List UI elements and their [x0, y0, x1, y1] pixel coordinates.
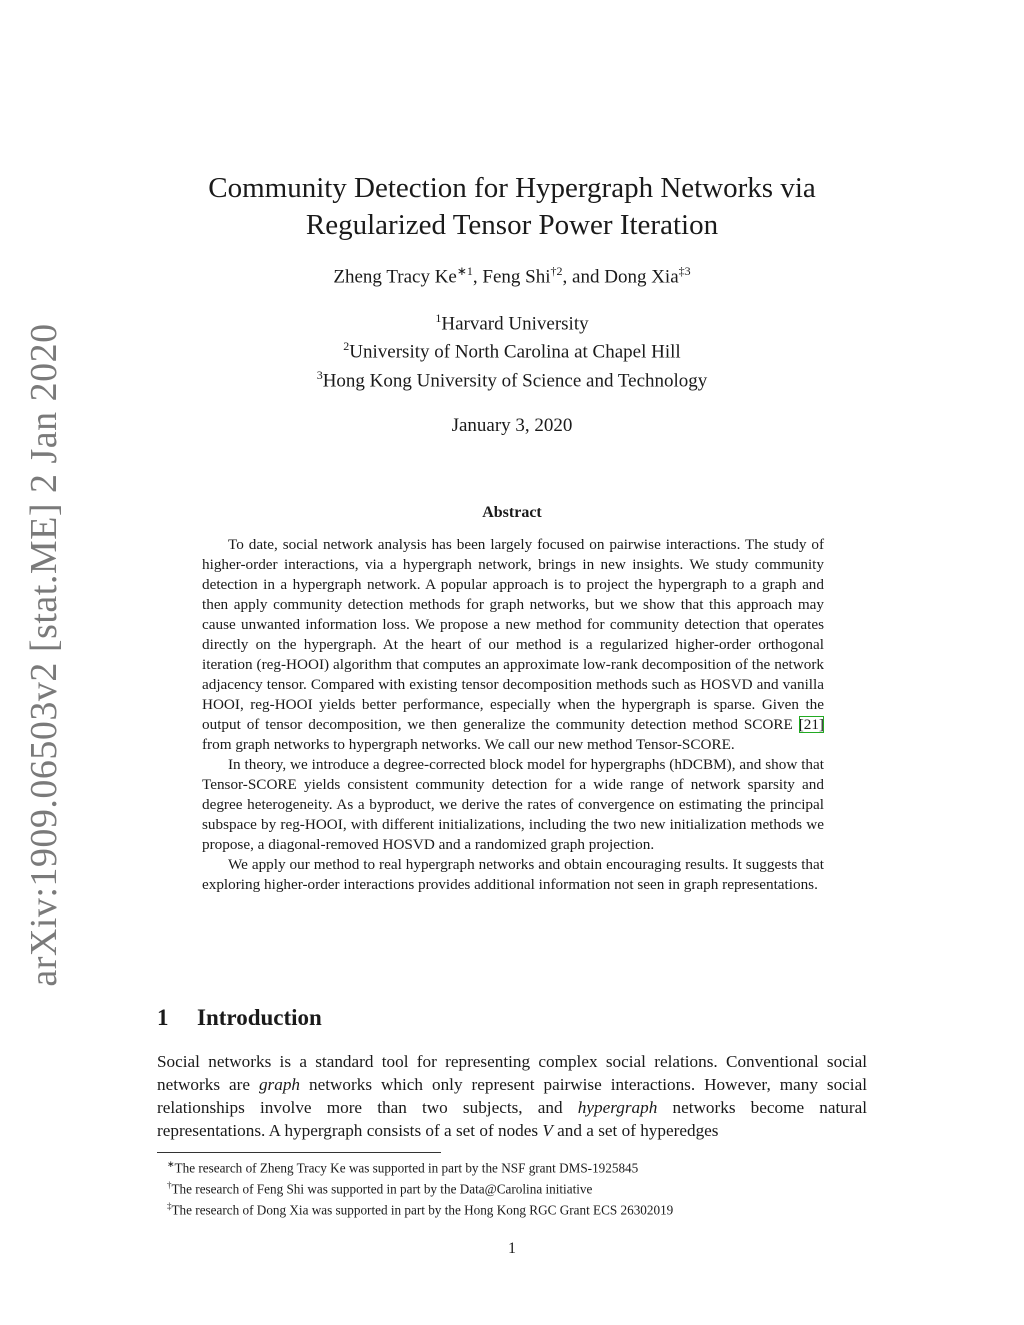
footnote	[157, 1156, 867, 1177]
intro-text: networks which only represent pairwise interactions. However, many social relationships involve more than two subjects, and	[157, 1075, 867, 1117]
abstract-paragraph: In theory, we introduce a degree-corrected block model for hypergraphs (hDCBM), and show that Tensor-SCORE yields consistent community detection for a wide range of network sparsity and degree heterogeneity. As a byproduct, we derive the rates of convergence on estimating the principal subspace by reg-HOOI, with different initializations, including the two new initialization methods we propose, a diagonal-removed HOSVD and a randomized graph projection.	[202, 756, 824, 853]
abstract-heading: Abstract	[482, 504, 542, 521]
author-list	[160, 264, 864, 288]
footnote-text: The research of Zheng Tracy Ke was supported in part by the NSF grant DMS-1925845	[174, 1160, 639, 1176]
footnote-text: The research of Feng Shi was supported in part by the Data@Carolina initiative	[171, 1181, 593, 1197]
intro-text: and a set of hyperedges	[552, 1121, 719, 1140]
paper-title	[160, 170, 864, 244]
author-name: Dong Xia	[604, 266, 679, 288]
intro-body	[157, 1050, 867, 1142]
affiliation-number: 2	[343, 339, 350, 354]
title-line: Regularized Tensor Power Iteration	[305, 209, 719, 241]
abstract-paragraph	[202, 535, 824, 755]
emphasis: graph	[258, 1075, 301, 1094]
abstract-text: To date, social network analysis has been largely focused on pairwise interactions. The study of higher-order interactions, via a hypergraph network, brings in new insights. We study community detection in a hypergraph network. A popular approach is to project the hypergraph to a graph and then apply community detection methods for graph networks, but we show that this approach may cause unwanted information loss. We propose a new method for community detection that operates directly on the hypergraph. At the heart of our method is a regularized higher-order orthogonal iteration (reg-HOOI) algorithm that computes an approximate low-rank decomposition of the network adjacency tensor. Compared with existing tensor decomposition methods such as HOSVD and vanilla HOOI, reg-HOOI yields better performance, especially when the hypergraph is sparse. Given the output of tensor decomposition, we then generalize the community detection method SCORE	[202, 536, 824, 733]
author-mark: ∗1	[456, 264, 473, 278]
footnote-text: The research of Dong Xia was supported in part by the Hong Kong RGC Grant ECS 26302019	[171, 1202, 674, 1218]
footnote-mark: ∗	[167, 1159, 175, 1169]
math-variable: V	[542, 1121, 553, 1140]
author-separator: ,	[472, 266, 483, 288]
author-separator: , and	[562, 266, 605, 288]
affiliation	[160, 364, 864, 392]
footnote-rule	[157, 1152, 441, 1153]
author-mark: †2	[550, 264, 563, 278]
footnote	[157, 1198, 867, 1219]
intro-paragraph	[157, 1050, 867, 1142]
author-mark: ‡3	[678, 264, 691, 278]
intro-text: networks become natural representations. A hypergraph consists of a set of nodes	[157, 1098, 868, 1140]
affiliation-name: University of North Carolina at Chapel Hill	[349, 341, 681, 363]
title-line: Community Detection for Hypergraph Networks via	[208, 172, 816, 204]
affiliation-number: 1	[435, 311, 442, 325]
footnote	[157, 1177, 867, 1198]
paper-date: January 3, 2020	[451, 415, 573, 436]
author-name: Feng Shi	[482, 266, 551, 288]
section-title: Introduction	[197, 1005, 322, 1030]
citation-link[interactable]: [21]	[798, 716, 824, 733]
author-name: Zheng Tracy Ke	[333, 266, 457, 288]
affiliation	[160, 307, 864, 335]
section-heading	[157, 1005, 322, 1031]
page-number: 1	[508, 1240, 516, 1257]
section-number: 1	[157, 1005, 169, 1030]
emphasis: hypergraph	[577, 1098, 658, 1117]
abstract-text: from graph networks to hypergraph networks. We call our new method Tensor-SCORE.	[202, 736, 735, 753]
intro-text: Social networks is a standard tool for representing complex social relations. Conventional social networks are	[157, 1052, 867, 1094]
footnote-mark: ‡	[167, 1200, 172, 1211]
abstract-body	[202, 535, 824, 895]
affiliation-list	[160, 307, 864, 392]
affiliation-name: Harvard University	[441, 313, 589, 335]
arxiv-stamp: arXiv:1909.06503v2 [stat.ME] 2 Jan 2020	[23, 323, 65, 987]
affiliation-number: 3	[316, 367, 323, 382]
footnote-list	[157, 1156, 867, 1219]
abstract-paragraph: We apply our method to real hypergraph networks and obtain encouraging results. It suggests that exploring higher-order interactions provides additional information not seen in graph representations.	[202, 856, 824, 893]
footnote-mark: †	[167, 1179, 172, 1190]
affiliation	[160, 335, 864, 363]
affiliation-name: Hong Kong University of Science and Technology	[322, 369, 708, 391]
